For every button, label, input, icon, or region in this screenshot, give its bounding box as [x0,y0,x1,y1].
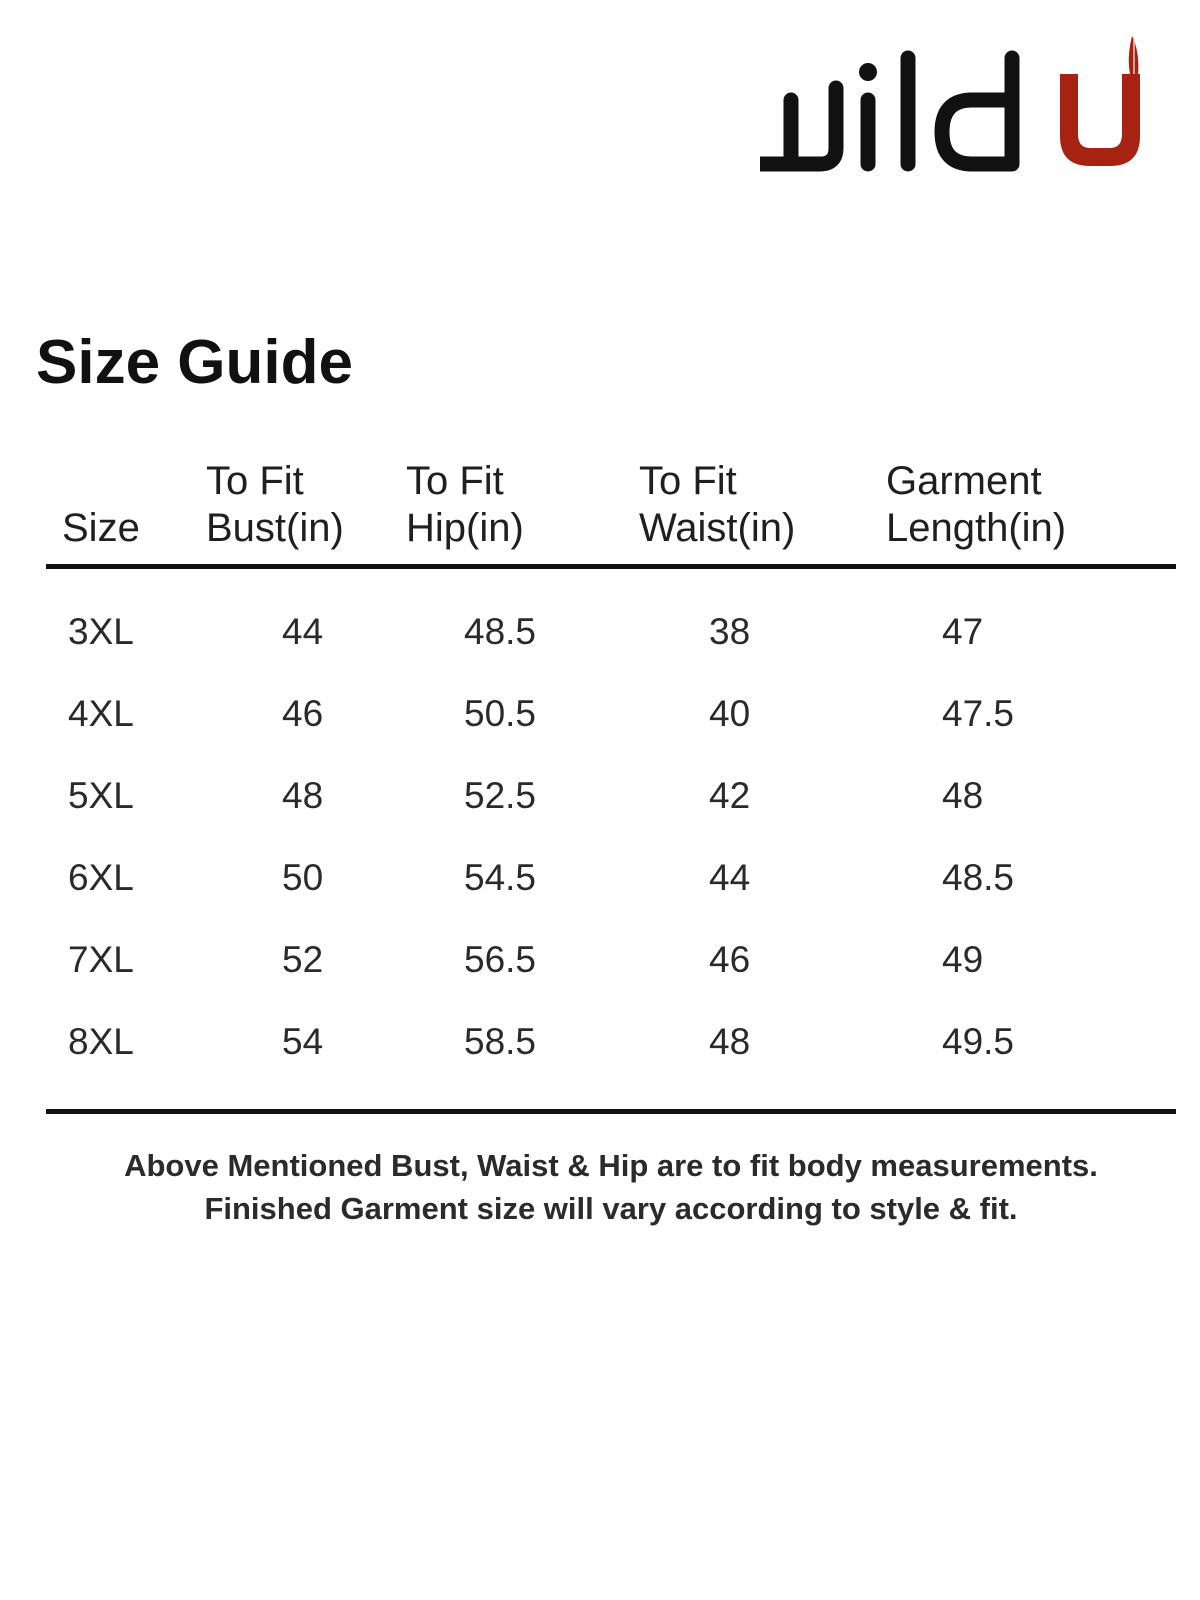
cell-length: 47.5 [942,693,1015,734]
table-row [46,673,1176,755]
cell-waist: 40 [709,693,751,734]
table-row [46,755,1176,837]
cell-hip: 56.5 [464,939,537,980]
cell-size: 5XL [68,775,134,816]
cell-waist: 38 [709,611,751,652]
table-header-row [46,458,1176,567]
table-row [46,919,1176,1001]
header-bust: To Fit Bust(in) [206,458,406,567]
cell-bust: 52 [282,939,324,980]
cell-hip: 48.5 [464,611,537,652]
cell-bust: 48 [282,775,324,816]
fit-note-line: Finished Garment size will vary according to style & fit. [204,1191,1018,1226]
cell-length: 48 [942,775,984,816]
table-row [46,837,1176,919]
cell-hip: 54.5 [464,857,537,898]
cell-length: 48.5 [942,857,1015,898]
cell-size: 6XL [68,857,134,898]
cell-hip: 58.5 [406,1001,621,1112]
cell-hip: 52.5 [464,775,537,816]
cell-bust: 50 [282,857,324,898]
cell-length: 49.5 [856,1001,1176,1112]
size-table [46,458,1176,1114]
cell-bust: 44 [282,611,324,652]
brand-logo [760,30,1180,180]
header-garment-length: Garment Length(in) [856,458,1176,567]
cell-size: 3XL [68,611,134,652]
table-row [46,567,1176,674]
header-size: Size [46,458,206,567]
cell-waist: 48 [621,1001,856,1112]
cell-length: 49 [942,939,984,980]
cell-hip: 50.5 [464,693,537,734]
cell-bust: 54 [206,1001,406,1112]
cell-size: 4XL [68,693,134,734]
cell-size: 8XL [46,1001,206,1112]
fit-note-line: Above Mentioned Bust, Waist & Hip are to fit body measurements. [124,1148,1098,1183]
cell-length: 47 [942,611,984,652]
cell-waist: 44 [709,857,751,898]
cell-waist: 46 [709,939,751,980]
header-hip: To Fit Hip(in) [406,458,621,567]
page-title: Size Guide [36,328,353,397]
fit-note [46,1144,1176,1230]
header-waist: To Fit Waist(in) [621,458,856,567]
cell-size: 7XL [68,939,134,980]
cell-bust: 46 [282,693,324,734]
table-row [46,1001,1176,1112]
cell-waist: 42 [709,775,751,816]
